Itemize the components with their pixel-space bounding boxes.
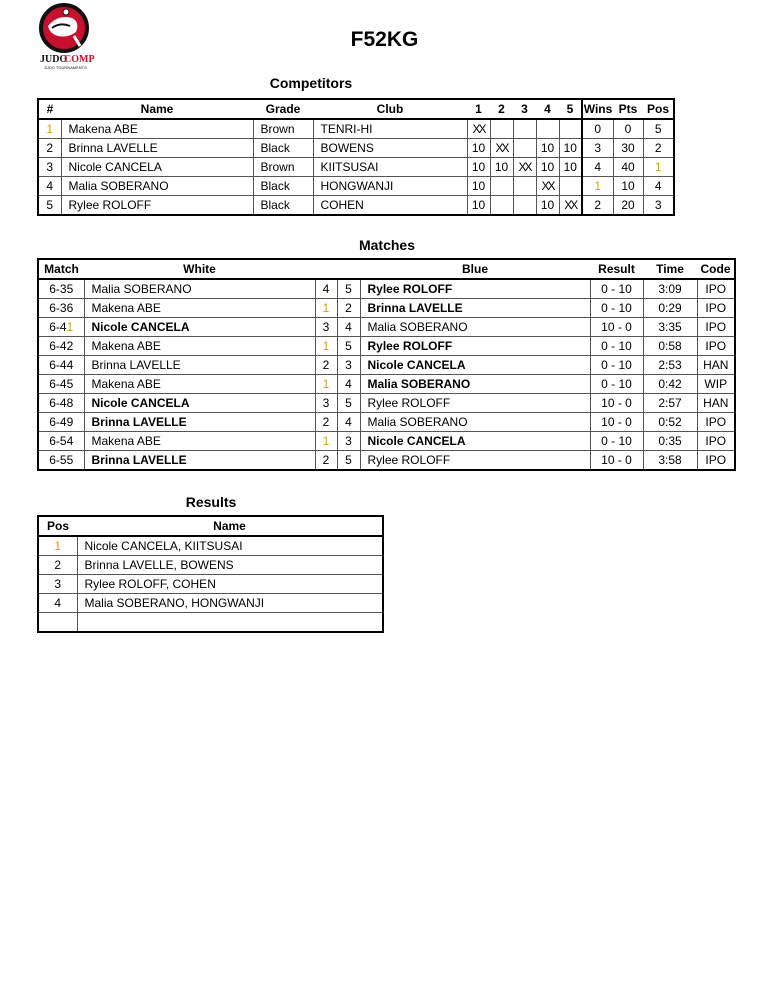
- result-name: Malia SOBERANO, HONGWANJI: [77, 594, 383, 613]
- header-result: Result: [590, 259, 643, 279]
- blue-number: 4: [337, 318, 360, 337]
- competitor-points: 10: [613, 177, 643, 196]
- header-score-2: 2: [490, 99, 513, 119]
- competitor-row: [38, 177, 674, 196]
- header-wins: Wins: [582, 99, 613, 119]
- match-row: [38, 394, 735, 413]
- header-score-4: 4: [536, 99, 559, 119]
- match-result: 10 - 0: [590, 394, 643, 413]
- match-row: [38, 413, 735, 432]
- logo-subtext: JUDO TOURNAMENTS: [44, 65, 87, 70]
- white-competitor: Brinna LAVELLE: [84, 451, 315, 471]
- match-time: 0:42: [643, 375, 697, 394]
- matches-header-row: [38, 259, 735, 279]
- match-row: [38, 356, 735, 375]
- match-code: IPO: [697, 432, 735, 451]
- match-code: IPO: [697, 318, 735, 337]
- competitors-title: Competitors: [269, 75, 353, 91]
- white-number: 1: [315, 337, 337, 356]
- match-id: 6-45: [38, 375, 84, 394]
- blue-number: 5: [337, 451, 360, 471]
- score-vs-5: [559, 177, 582, 196]
- white-competitor: Nicole CANCELA: [84, 394, 315, 413]
- match-row: [38, 337, 735, 356]
- score-vs-1: XX: [467, 119, 490, 139]
- competitor-club: TENRI-HI: [313, 119, 467, 139]
- score-vs-1: 10: [467, 177, 490, 196]
- match-code: IPO: [697, 337, 735, 356]
- competitor-number: 1: [38, 119, 61, 139]
- match-row: [38, 279, 735, 299]
- competitor-club: KIITSUSAI: [313, 158, 467, 177]
- header-blue-num: [337, 259, 360, 279]
- competitor-wins: 1: [582, 177, 613, 196]
- blue-number: 5: [337, 279, 360, 299]
- match-id: 6-54: [38, 432, 84, 451]
- match-time: 0:58: [643, 337, 697, 356]
- match-result: 0 - 10: [590, 279, 643, 299]
- match-id: [38, 318, 84, 337]
- competitor-number: 4: [38, 177, 61, 196]
- competitor-grade: Black: [253, 139, 313, 158]
- score-vs-3: [513, 139, 536, 158]
- competitor-name: Malia SOBERANO: [61, 177, 253, 196]
- score-vs-5: 10: [559, 139, 582, 158]
- competitor-club: COHEN: [313, 196, 467, 216]
- result-position: 4: [38, 594, 77, 613]
- white-competitor: Makena ABE: [84, 337, 315, 356]
- blue-number: 5: [337, 337, 360, 356]
- svg-text:COMP: COMP: [64, 54, 95, 65]
- white-number: 4: [315, 279, 337, 299]
- match-result: 0 - 10: [590, 299, 643, 318]
- match-time: 3:35: [643, 318, 697, 337]
- competitor-row: [38, 119, 674, 139]
- header-time: Time: [643, 259, 697, 279]
- score-vs-5: XX: [559, 196, 582, 216]
- competitor-points: 20: [613, 196, 643, 216]
- result-position: 3: [38, 575, 77, 594]
- match-time: 0:35: [643, 432, 697, 451]
- white-competitor: Nicole CANCELA: [84, 318, 315, 337]
- score-vs-1: 10: [467, 196, 490, 216]
- blue-competitor: Malia SOBERANO: [360, 318, 590, 337]
- match-result: 10 - 0: [590, 318, 643, 337]
- white-competitor: Brinna LAVELLE: [84, 356, 315, 375]
- white-competitor: Makena ABE: [84, 375, 315, 394]
- match-code: HAN: [697, 356, 735, 375]
- score-vs-2: 10: [490, 158, 513, 177]
- competitor-row: [38, 196, 674, 216]
- competitor-wins: 2: [582, 196, 613, 216]
- match-id-suffix: 1: [66, 320, 74, 334]
- white-number: 2: [315, 413, 337, 432]
- competitor-club: HONGWANJI: [313, 177, 467, 196]
- header-results-name: Name: [77, 516, 383, 536]
- header-code: Code: [697, 259, 735, 279]
- blue-competitor: Rylee ROLOFF: [360, 337, 590, 356]
- match-id: 6-55: [38, 451, 84, 471]
- competitor-position: 5: [643, 119, 674, 139]
- header-results-pos: Pos: [38, 516, 77, 536]
- header-blue: Blue: [360, 259, 590, 279]
- match-result: 10 - 0: [590, 413, 643, 432]
- white-competitor: Brinna LAVELLE: [84, 413, 315, 432]
- match-code: IPO: [697, 413, 735, 432]
- logo-text: JUDO: [40, 54, 68, 65]
- match-id: 6-42: [38, 337, 84, 356]
- match-code: HAN: [697, 394, 735, 413]
- competitor-wins: 4: [582, 158, 613, 177]
- competitor-name: Rylee ROLOFF: [61, 196, 253, 216]
- result-position: [38, 613, 77, 633]
- result-position: 2: [38, 556, 77, 575]
- blue-number: 4: [337, 375, 360, 394]
- matches-table: [37, 258, 736, 471]
- score-vs-3: [513, 177, 536, 196]
- result-name: Nicole CANCELA, KIITSUSAI: [77, 536, 383, 556]
- white-competitor: Makena ABE: [84, 432, 315, 451]
- score-vs-4: [536, 119, 559, 139]
- score-vs-4: 10: [536, 139, 559, 158]
- match-id-prefix: 6-4: [49, 320, 67, 334]
- header-match: Match: [38, 259, 84, 279]
- result-row: [38, 556, 383, 575]
- blue-competitor: Nicole CANCELA: [360, 432, 590, 451]
- match-row: [38, 375, 735, 394]
- match-row: [38, 299, 735, 318]
- competitor-row: [38, 139, 674, 158]
- competitor-grade: Black: [253, 196, 313, 216]
- header-pos: Pos: [643, 99, 674, 119]
- competitor-position: 3: [643, 196, 674, 216]
- match-time: 2:53: [643, 356, 697, 375]
- match-id: 6-49: [38, 413, 84, 432]
- match-time: 0:29: [643, 299, 697, 318]
- white-number: 3: [315, 394, 337, 413]
- competitor-number: 5: [38, 196, 61, 216]
- blue-number: 3: [337, 356, 360, 375]
- score-vs-4: XX: [536, 177, 559, 196]
- competitor-row: [38, 158, 674, 177]
- match-result: 0 - 10: [590, 356, 643, 375]
- competitor-points: 0: [613, 119, 643, 139]
- competitor-points: 30: [613, 139, 643, 158]
- match-result: 0 - 10: [590, 432, 643, 451]
- results-header-row: [38, 516, 383, 536]
- results-table: [37, 515, 384, 633]
- blue-number: 4: [337, 413, 360, 432]
- blue-number: 2: [337, 299, 360, 318]
- white-number: 1: [315, 432, 337, 451]
- result-name: Brinna LAVELLE, BOWENS: [77, 556, 383, 575]
- competitor-wins: 3: [582, 139, 613, 158]
- competitor-points: 40: [613, 158, 643, 177]
- match-result: 10 - 0: [590, 451, 643, 471]
- matches-title: Matches: [358, 237, 416, 253]
- match-id: 6-44: [38, 356, 84, 375]
- white-number: 1: [315, 375, 337, 394]
- header-grade: Grade: [253, 99, 313, 119]
- header-num: #: [38, 99, 61, 119]
- page-title: F52KG: [350, 28, 419, 51]
- score-vs-3: XX: [513, 158, 536, 177]
- score-vs-2: [490, 196, 513, 216]
- header-score-5: 5: [559, 99, 582, 119]
- competitor-name: Nicole CANCELA: [61, 158, 253, 177]
- match-code: WIP: [697, 375, 735, 394]
- competitor-position: 2: [643, 139, 674, 158]
- blue-competitor: Rylee ROLOFF: [360, 394, 590, 413]
- match-result: 0 - 10: [590, 337, 643, 356]
- score-vs-2: [490, 177, 513, 196]
- score-vs-2: [490, 119, 513, 139]
- result-position: 1: [38, 536, 77, 556]
- match-time: 2:57: [643, 394, 697, 413]
- match-time: 3:58: [643, 451, 697, 471]
- header-score-3: 3: [513, 99, 536, 119]
- score-vs-2: XX: [490, 139, 513, 158]
- score-vs-5: 10: [559, 158, 582, 177]
- result-row: [38, 575, 383, 594]
- score-vs-5: [559, 119, 582, 139]
- blue-competitor: Rylee ROLOFF: [360, 279, 590, 299]
- blue-number: 5: [337, 394, 360, 413]
- blue-competitor: Nicole CANCELA: [360, 356, 590, 375]
- white-number: 3: [315, 318, 337, 337]
- competitor-grade: Brown: [253, 119, 313, 139]
- match-row: [38, 451, 735, 471]
- result-row: [38, 613, 383, 633]
- match-code: IPO: [697, 299, 735, 318]
- result-name: Rylee ROLOFF, COHEN: [77, 575, 383, 594]
- match-code: IPO: [697, 451, 735, 471]
- result-row: [38, 594, 383, 613]
- competitor-number: 2: [38, 139, 61, 158]
- match-id: 6-36: [38, 299, 84, 318]
- competitor-name: Brinna LAVELLE: [61, 139, 253, 158]
- match-result: 0 - 10: [590, 375, 643, 394]
- blue-competitor: Malia SOBERANO: [360, 375, 590, 394]
- score-vs-4: 10: [536, 196, 559, 216]
- score-vs-1: 10: [467, 158, 490, 177]
- competitor-name: Makena ABE: [61, 119, 253, 139]
- match-id: 6-48: [38, 394, 84, 413]
- header-white-num: [315, 259, 337, 279]
- competitor-number: 3: [38, 158, 61, 177]
- match-code: IPO: [697, 279, 735, 299]
- white-number: 2: [315, 451, 337, 471]
- white-competitor: Makena ABE: [84, 299, 315, 318]
- competitor-position: 4: [643, 177, 674, 196]
- score-vs-3: [513, 119, 536, 139]
- match-row: [38, 318, 735, 337]
- header-name: Name: [61, 99, 253, 119]
- match-row: [38, 432, 735, 451]
- competitors-table: [37, 98, 675, 216]
- match-time: 0:52: [643, 413, 697, 432]
- blue-competitor: Rylee ROLOFF: [360, 451, 590, 471]
- competitors-header-row: [38, 99, 674, 119]
- white-competitor: Malia SOBERANO: [84, 279, 315, 299]
- match-time: 3:09: [643, 279, 697, 299]
- competitor-club: BOWENS: [313, 139, 467, 158]
- white-number: 1: [315, 299, 337, 318]
- white-number: 2: [315, 356, 337, 375]
- result-row: [38, 536, 383, 556]
- blue-competitor: Malia SOBERANO: [360, 413, 590, 432]
- score-vs-3: [513, 196, 536, 216]
- header-pts: Pts: [613, 99, 643, 119]
- blue-number: 3: [337, 432, 360, 451]
- header-white: White: [84, 259, 315, 279]
- competitor-grade: Brown: [253, 158, 313, 177]
- score-vs-4: 10: [536, 158, 559, 177]
- competitor-wins: 0: [582, 119, 613, 139]
- competitor-position: 1: [643, 158, 674, 177]
- score-vs-1: 10: [467, 139, 490, 158]
- header-club: Club: [313, 99, 467, 119]
- results-title: Results: [185, 494, 237, 510]
- competitor-grade: Black: [253, 177, 313, 196]
- header-score-1: 1: [467, 99, 490, 119]
- match-id: 6-35: [38, 279, 84, 299]
- result-name: [77, 613, 383, 633]
- blue-competitor: Brinna LAVELLE: [360, 299, 590, 318]
